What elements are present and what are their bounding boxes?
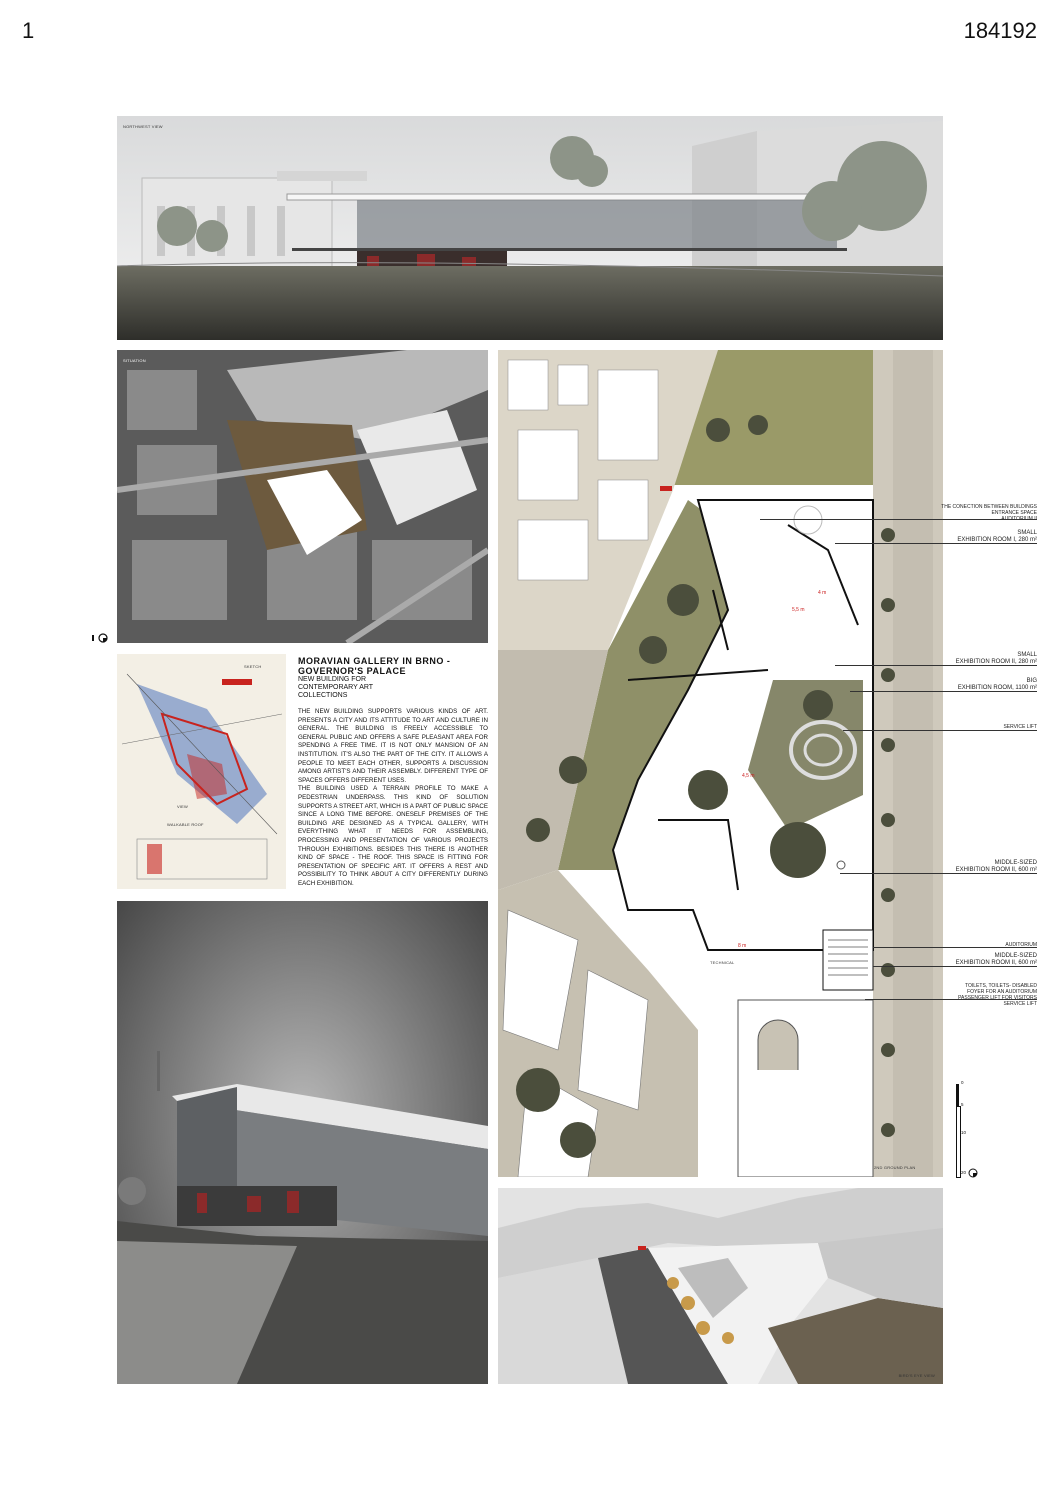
leader-line — [835, 665, 1037, 666]
label-connection: THE CONECTION BETWEEN BUILDINGS ENTRANCE SPACE AUDITORIUM II — [941, 504, 1037, 522]
floor-plan-illustration — [498, 350, 943, 1177]
concept-sketch-illustration — [117, 654, 286, 889]
plan-caption: 2ND GROUND PLAN — [874, 1165, 916, 1170]
northwest-view-caption: NORTHWEST VIEW — [123, 124, 163, 129]
street-view-render — [117, 901, 488, 1384]
project-title-line1: MORAVIAN GALLERY IN BRNO - — [298, 656, 451, 666]
leader-line — [835, 543, 1037, 544]
label-middle-exhibition-1: MIDDLE-SIZED EXHIBITION ROOM II, 600 m² — [955, 860, 1037, 873]
birds-eye-illustration — [498, 1188, 943, 1384]
sketch-annotation-view: VIEW — [177, 804, 189, 809]
leader-line — [843, 730, 1037, 731]
leader-line — [865, 999, 1037, 1000]
birds-eye-caption: BIRD'S EYE VIEW — [898, 1373, 935, 1378]
scale-tick-10: 10 — [961, 1130, 967, 1135]
label-big-exhibition: BIG EXHIBITION ROOM, 1100 m² — [957, 678, 1037, 691]
scale-tick-20: 20 — [961, 1170, 967, 1175]
situation-aerial-illustration — [117, 350, 488, 643]
scale-tick-5: 5 — [961, 1102, 964, 1107]
plan-north-icon — [968, 1168, 978, 1178]
birds-eye-render — [498, 1188, 943, 1384]
plan-dimension-2: 4 m — [818, 590, 827, 596]
street-view-illustration — [117, 901, 488, 1384]
project-subtitle-line2: CONTEMPORARY ART — [298, 684, 374, 691]
leader-line — [850, 691, 1037, 692]
label-auditorium: AUDITORIUM — [1005, 942, 1037, 948]
leader-line — [840, 873, 1037, 874]
concept-sketch — [117, 654, 286, 889]
description-paragraph-1: THE NEW BUILDING SUPPORTS VARIOUS KINDS OF ART. PRESENTS A CITY AND ITS ATTITUDE TO ART AND CULTURE IN GENERAL. THE BUILDING IS FREELY ACCESSIBLE TO GENERAL PUBLIC AND OFFERS A SAFE PLEASANT AREA FOR SPENDING A FREE TIME. IT IS NOT ONLY MANSION OF AN INSTITUTION. IT'S ALSO THE PART OF THE CITY. IT ALLOWS A PEOPLE TO MEET EACH OTHER, SUPPORTS A DISCUSSION AMONG ARTIST'S AND THEIR ASSEMBLY. DIFFERENT TYPE OF SPACES OFFERS DIFFERENT USES. — [298, 708, 488, 784]
project-subtitle-line3: COLLECTIONS — [298, 692, 348, 699]
plan-labels — [943, 350, 1037, 1177]
label-small-exhibition-1: SMALL EXHIBITION ROOM I, 280 m² — [957, 530, 1037, 543]
plan-dimension-1: 5,5 m — [792, 607, 805, 613]
northwest-view-render — [117, 116, 943, 340]
situation-caption: SITUATION — [123, 358, 146, 363]
page-number: 1 — [22, 18, 35, 43]
project-subtitle-line1: NEW BUILDING FOR — [298, 676, 367, 683]
label-small-exhibition-2: SMALL EXHIBITION ROOM II, 280 m² — [955, 652, 1037, 665]
label-middle-exhibition-2: MIDDLE-SIZED EXHIBITION ROOM II, 600 m² — [955, 953, 1037, 966]
description-block — [298, 656, 488, 888]
description-paragraph-2: THE BUILDING USED A TERRAIN PROFILE TO MAKE A PEDESTRIAN UNDERPASS. THIS KIND OF SOLUTION SUPPORTS A STREET ART, WHICH IS A PART OF PUBLIC SPACE SINCE A LONG TIME BEFORE. ONESELF PREMISES OF THE BUILDING ARE DESIGNED AS A TYPICAL GALLERY, WITH EVERYTHING WHAT IT NEEDS FOR ASSEMBLING, PROCESSING AND PRESENTATION OF VARIOUS PROJECTS THROUGH EXHIBITIONS. BESIDES THIS THERE IS ANOTHER KIND OF SPACE - THE ROOF. THIS SPACE IS FITTING FOR PRESENTATION OF SPECIFIC ART. IT OFFERS A REST AND POSSIBILITY TO THINK ABOUT A CITY DIFFERENTLY DURING EACH EXHIBITION. — [298, 785, 488, 887]
sketch-caption: SKETCH — [244, 664, 262, 669]
plan-dimension-3: 4,5 m — [742, 773, 755, 779]
plan-technical-room: TECHNICAL — [710, 960, 735, 965]
north-arrow-icon — [92, 630, 108, 642]
scale-bar — [952, 1080, 982, 1180]
label-service-lift: SERVICE LIFT — [1003, 724, 1037, 730]
sketch-annotation-roof: WALKABLE ROOF — [167, 822, 204, 827]
northwest-view-illustration — [117, 116, 943, 340]
leader-line — [760, 519, 1037, 520]
floor-plan — [498, 350, 943, 1177]
project-title-line2: GOVERNOR'S PALACE — [298, 666, 406, 676]
situation-aerial — [117, 350, 488, 643]
project-code: 184192 — [963, 18, 1037, 43]
scale-tick-0: 0 — [961, 1080, 964, 1085]
plan-dimension-4: 8 m — [738, 943, 747, 949]
label-toilets: TOILETS, TOILETS- DISABLED FOYER FOR AN AUDITORIUM PASSENGER LIFT FOR VISITORS SERVICE LIFT — [958, 983, 1037, 1007]
leader-line — [873, 966, 1037, 967]
leader-line — [873, 947, 1037, 948]
